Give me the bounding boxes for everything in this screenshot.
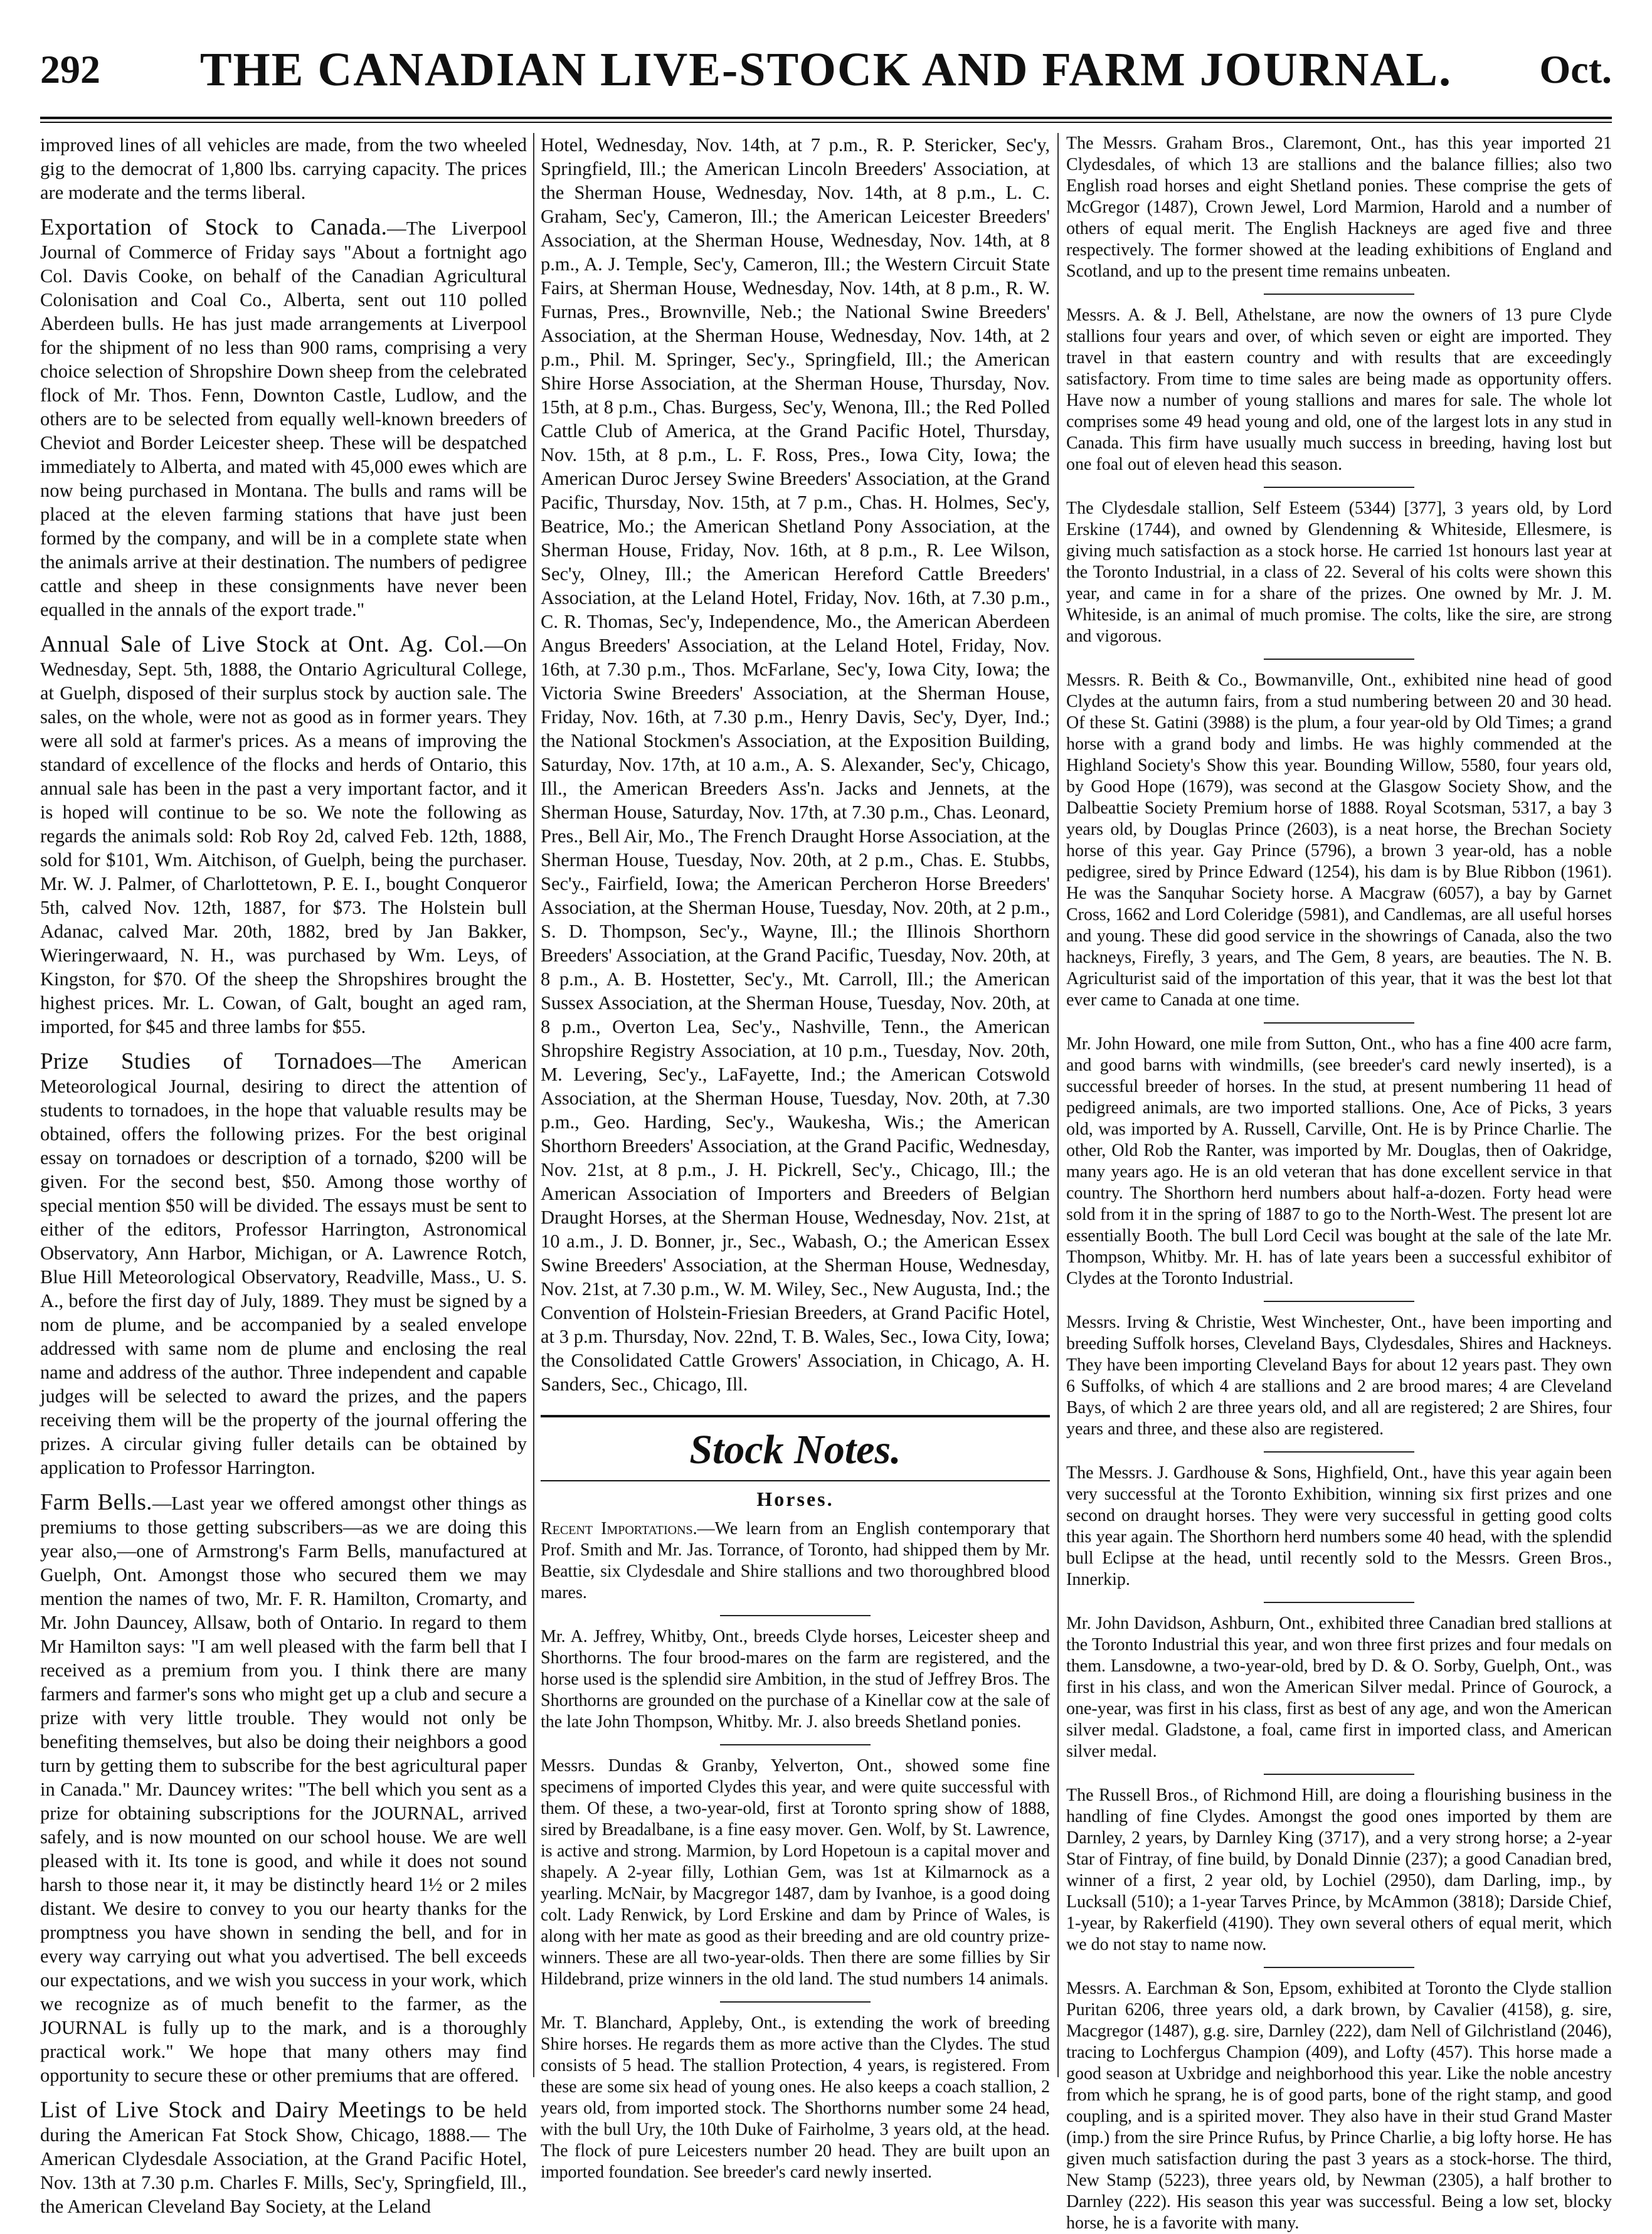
text-list-meetings: held during the American Fat Stock Show, Chicago, 1888.— The American Clydesdale Association, at the Grand Pacific Hotel, Nov. 13th at 7.30 p.m. Charles F. Mills, Sec'y, Springfield, Ill., the American Cleveland Bay Society, at the Leland — [40, 2100, 527, 2217]
heading-annual-sale: Annual Sale of Live Stock at Ont. Ag. Col. — [40, 632, 485, 657]
page-number: 292 — [40, 47, 100, 92]
note-divider — [1264, 294, 1414, 295]
note-divider — [1264, 487, 1414, 488]
heading-prize-studies: Prize Studies of Tornadoes — [40, 1049, 373, 1074]
article-exportation — [40, 216, 527, 622]
note-divider — [1264, 1967, 1414, 1968]
intro-paragraph: improved lines of all vehicles are made, from the two wheeled gig to the democrat of 1,800 lbs. carrying capacity. The prices are moderate and the terms liberal. — [40, 134, 527, 203]
heading-list-meetings: List of Live Stock and Dairy Meetings to be — [40, 2097, 486, 2123]
note-divider — [1264, 1451, 1414, 1453]
note-divider — [720, 2001, 871, 2003]
stock-notes-banner — [541, 1415, 1050, 1481]
column-rule-2 — [1057, 133, 1059, 2077]
article-farm-bells — [40, 1491, 527, 2087]
text-farm-bells: —Last year we offered amongst other things as premiums to those getting subscribers—as we are doing this year also,—one of Armstrong's Farm Bells, manufactured at Guelph, Ont. Amongst those who secured them we may mention the names of two, Mr. F. R. Hamilton, Cromarty, and Mr. John Dauncey, Allsaw, both of Ontario. In regard to them Mr Hamilton says: "I am well pleased with the farm bell that I received as a premium from you. I think there are many farmers and farmer's sons who might get up a club and secure a prize with very little trouble. They would not only be benefiting themselves, but also be doing their neighbors a good turn by getting them to subscribe for the best agricultural paper in Canada." Mr. Dauncey writes: "The bell which you sent as a prize for obtaining subscriptions for the JOURNAL, arrived safely, and is now mounted on our school house. We are well pleased with it. Its tone is good, and while it does not sound harsh to those near it, it may be distinctly heard 1½ or 2 miles distant. We desire to convey to you our hearty thanks for the promptness you have shown in sending the bell, and for in every way carrying out what you advertised. The bell exceeds our expectations, and we wish you success in your work, which we recognize as of much benefit to the farmer, as the JOURNAL is fully up to the mark, and is a thoroughly practical work." We hope that many others may find opportunity to secure these or other premiums that are offered. — [40, 1493, 527, 2086]
note-blanchard: Mr. T. Blanchard, Appleby, Ont., is extending the work of breeding Shire horses. He regards them as more active than the Clydes. The stud consists of 5 head. The stallion Protection, 4 years, is registered. From these are some six head of young ones. He also keeps a coach stallion, 2 years old, from imported stock. The Shorthorns number some 24 head, with the bull Ury, the 10th Duke of Fairholme, 3 years old, at the head. The flock of pure Leicesters number 20 head. They are built upon an imported foundation. See breeder's card newly inserted. — [541, 2013, 1050, 2182]
note-divider — [1264, 1301, 1414, 1302]
note-russell-bros: The Russell Bros., of Richmond Hill, are doing a flourishing business in the handling of fine Clydes. Amongst the good ones imported by them are Darnley, 2 years, by Darnley King (3717), and a very strong horse; a 2-year Star of Fintray, of fine build, by Donald Dinnie (237); a good Canadian bred, winner of a first, 2 year old, by Lochiel (2950), dam Darling, imp., by Lucksall (510); a 1-year Tarves Prince, by McAmmon (3818); Darside Chief, 1-year, by Rakerfield (4190). They own several others of equal merit, which we do not stay to name now. — [1066, 1786, 1612, 1954]
header-rule — [40, 117, 1612, 119]
text-annual-sale: —On Wednesday, Sept. 5th, 1888, the Ontario Agricultural College, at Guelph, disposed of their surplus stock by auction sale. The sales, on the whole, were not as good as in former years. They were all sold at farmer's prices. As a means of improving the standard of excellence of the flocks and herds of Ontario, this annual sale has been in the past a very important factor, and it is hoped will continue to be so. We note the following as regards the animals sold: Rob Roy 2d, calved Feb. 12th, 1888, sold for $101, Wm. Aitchison, of Guelph, being the purchaser. Mr. W. J. Palmer, of Charlottetown, P. E. I., bought Conqueror 5th, calved Nov. 12th, 1887, for $73. The Holstein bull Adanac, calved Mar. 20th, 1882, bred by Jan Bakker, Wieringerwaard, N. H., was purchased by Wm. Leys, of Kingston, for $70. Of the sheep the Shropshires brought the highest prices. Mr. L. Cowan, of Galt, bought an aged ram, imported, for $45 and three lambs for $55. — [40, 635, 527, 1037]
note-irving-christie: Messrs. Irving & Christie, West Winchester, Ont., have been importing and breeding Suffolk horses, Cleveland Bays, Clydesdales, Shires and Hackneys. They have been importing Cleveland Bays for about 12 years past. They own 6 Suffolks, of which 4 are stallions and 2 are brood mares; 4 are Cleveland Bays, of which 2 are three years old, and all are registered; 2 are Shires, four years and three, and these also are registered. — [1066, 1313, 1612, 1439]
note-self-esteem: The Clydesdale stallion, Self Esteem (5344) [377], 3 years old, by Lord Erskine (1744), and owned by Glendenning & Whiteside, Ellesmere, is giving much satisfaction as a stock horse. He carried 1st honours last year at the Toronto Industrial, in a class of 22. Several of his colts were shown this year, and came in for a share of the prizes. One owned by Mr. J. M. Whiteside, is an animal of much promise. The colts, like the sire, are strong and vigorous. — [1066, 499, 1612, 646]
column-3 — [1066, 133, 1612, 2233]
text-recent-importations: —We learn from an English contemporary that Prof. Smith and Mr. Jas. Torrance, of Toronto, had shipped them by Mr. Beattie, six Clydesdale and Shire stallions and two thoroughbred blood mares. — [541, 1519, 1050, 1602]
note-recent-importations — [541, 1518, 1050, 1604]
section-title-stock-notes: Stock Notes. — [689, 1427, 901, 1473]
note-graham-bros: The Messrs. Graham Bros., Claremont, Ont., has this year imported 21 Clydesdales, of which 13 are stallions and the balance fillies; also two English road horses and eight Shetland ponies. These comprise the gets of McGregor (1487), Crown Jewel, Lord Marmion, Harold and a number of others of equal merit. The English Hackneys are aged five and three respectively. The former showed at the leading exhibitions of England and Scotland, and up to the present time remains unbeaten. — [1066, 134, 1612, 281]
note-divider — [720, 1615, 871, 1616]
heading-farm-bells: Farm Bells. — [40, 1490, 152, 1515]
masthead — [40, 40, 1612, 109]
note-divider — [1264, 659, 1414, 660]
article-annual-sale — [40, 633, 527, 1039]
note-divider — [1264, 1022, 1414, 1024]
label-recent-importations: Recent Importations. — [541, 1519, 697, 1538]
column-1 — [40, 133, 527, 2217]
article-prize-studies — [40, 1050, 527, 1480]
issue-month: Oct. — [1539, 47, 1612, 92]
text-prize-studies: —The American Meteorological Journal, desiring to direct the attention of students to tornadoes, in the hope that valuable results may be obtained, offers the following prizes. For the best original essay on tornadoes or description of a tornado, $200 will be given. For the second best, $50. Among those worthy of special mention $50 will be divided. The essays must be sent to either of the editors, Professor Harrington, Astronomical Observatory, Ann Harbor, Michigan, or A. Lawrence Rotch, Blue Hill Meteorological Observatory, Readville, Mass., U. S. A., before the first day of July, 1889. They must be signed by a nom de plume, and be accompanied by a sealed envelope addressed with same nom de plume and enclosing the real name and address of the author. Three independent and capable judges will be selected to award the prizes, and the papers receiving them will be the property of the journal offering the prizes. A circular giving fuller details can be obtained by application to Professor Harrington. — [40, 1052, 527, 1478]
text-exportation: —The Liverpool Journal of Commerce of Friday says "About a fortnight ago Col. Davis Cooke, on behalf of the Canadian Agricultural Colonisation and Coal Co., Alberta, sent out 110 polled Aberdeen bulls. He has just made arrangements at Liverpool for the shipment of no less than 900 rams, comprising a very choice selection of Shropshire Down sheep from the celebrated flock of Mr. Thos. Fenn, Downton Castle, Ludlow, and the others are to be selected from equally well-known breeders of Cheviot and Border Leicester sheep. These will be despatched immediately to Alberta, and mated with 45,000 ewes which are now being purchased in Montana. The bulls and rams will be placed at the eleven farming stations that have just been formed by the company, and will be in a complete state when the animals arrive at their destination. The numbers of pedigree cattle and sheep in these consignments have never been equalled in the annals of the export trade." — [40, 218, 527, 620]
header-rule-thin — [40, 122, 1612, 123]
note-divider — [720, 1744, 871, 1745]
note-earchman: Messrs. A. Earchman & Son, Epsom, exhibited at Toronto the Clyde stallion Puritan 6206, three years old, a dark brown, by Cavalier (4158), g. sire, Macgregor (1487), g.g. sire, Darnley (222), dam Nell of Gilchristland (2046), tracing to Lochfergus Champion (409), and Lofty (457). This horse made a good season at Uxbridge and neighborhood this year. Like the noble ancestry from which he sprang, he is of good parts, bone of the right stamp, and good coupling, and is a spirited mover. They also have in their stud Grand Master (imp.) from the sire Prince Rufus, by Prince Charlie, a big lofty horse. He has given much satisfaction during the past 3 years as a stock-horse. The third, New Stamp (5223), three years old, by Newman (2305), a half brother to Darnley (222). His season this year was successful. Being a low set, blocky horse, he is a favorite with many. — [1066, 1979, 1612, 2233]
note-divider — [1264, 1774, 1414, 1775]
note-gardhouse: The Messrs. J. Gardhouse & Sons, Highfield, Ont., have this year again been very successful at the Toronto Exhibition, winning six first prizes and one second on draught horses. They were very successful in getting good colts this year again. The Shorthorn herd numbers some 40 head, with the splendid bull Eclipse at the head, until recently sold to the Messrs. Green Bros., Innerkip. — [1066, 1463, 1612, 1589]
column-rule-1 — [533, 133, 534, 2077]
column-2 — [541, 133, 1050, 2182]
heading-exportation: Exportation of Stock to Canada. — [40, 214, 388, 240]
article-list-meetings — [40, 2099, 527, 2218]
subhead-horses: Horses. — [756, 1488, 834, 1510]
note-jeffrey: Mr. A. Jeffrey, Whitby, Ont., breeds Clyde horses, Leicester sheep and Shorthorns. The four brood-mares on the farm are registered, and the horse used is the splendid sire Ambition, in the stud of Jeffrey Bros. The Shorthorns are grounded on the purchase of a Kinellar cow at the sale of the late John Thompson, Whitby. Mr. J. also breeds Shetland ponies. — [541, 1627, 1050, 1732]
meetings-continued: Hotel, Wednesday, Nov. 14th, at 7 p.m., R. P. Stericker, Sec'y, Springfield, Ill.; the American Lincoln Breeders' Association, at the Sherman House, Wednesday, Nov. 14th, at 8 p.m., L. C. Graham, Sec'y, Cameron, Ill.; the American Leicester Breeders' Association, at the Sherman House, Wednesday, Nov. 14th, at 8 p.m., A. J. Temple, Sec'y, Cameron, Ill.; the Western Circuit State Fairs, at Sherman House, Wednesday, Nov. 14th, at 8 p.m., R. W. Furnas, Pres., Brownville, Neb.; the National Swine Breeders' Association, at the Sherman House, Wednesday, Nov. 14th, at 2 p.m., Phil. M. Springer, Sec'y., Springfield, Ill.; the American Shire Horse Association, at the Sherman House, Thursday, Nov. 15th, at 8 p.m., Chas. Burgess, Sec'y, Wenona, Ill.; the Red Polled Cattle Club of America, at the Grand Pacific Hotel, Thursday, Nov. 15th, at 8 p.m., L. F. Ross, Pres., Iowa City, Iowa; the American Duroc Jersey Swine Breeders' Association, at the Grand Pacific, Thursday, Nov. 15th, at 7 p.m., Chas. H. Holmes, Sec'y, Beatrice, Mo.; the American Shetland Pony Association, at the Sherman House, Friday, Nov. 16th, at 8 p.m., R. Lee Wilson, Sec'y, Olney, Ill.; the American Hereford Cattle Breeders' Association, at the Leland Hotel, Friday, Nov. 16th, at 7.30 p.m., C. R. Thomas, Sec'y, Independence, Mo., the American Aberdeen Angus Breeders' Association, at the Leland Hotel, Friday, Nov. 16th, at 7.30 p.m., Thos. McFarlane, Sec'y, Iowa City, Iowa; the Victoria Swine Breeders' Association, at the Sherman House, Friday, Nov. 16th, at 7.30 p.m., Henry Davis, Sec'y, Dyer, Ind.; the National Stockmen's Association, at the Exposition Building, Saturday, Nov. 17th, at 10 a.m., A. S. Alexander, Sec'y, Chicago, Ill., the American Breeders Ass'n. Jacks and Jennets, at the Sherman House, Saturday, Nov. 17th, at 7.30 p.m., Chas. Leonard, Pres., Bell Air, Mo., The French Draught Horse Association, at the Sherman House, Tuesday, Nov. 20th, at 2 p.m., Chas. E. Stubbs, Sec'y., Fairfield, Iowa; the American Percheron Horse Breeders' Association, at the Sherman House, Tuesday, Nov. 20th, at 2 p.m., S. D. Thompson, Sec'y., Wayne, Ill.; the Illinois Shorthorn Breeders' Association, at the Grand Pacific, Tuesday, Nov. 20th, at 8 p.m., A. B. Hostetter, Sec'y., Mt. Carroll, Ill.; the American Sussex Association, at the Sherman House, Tuesday, Nov. 20th, at 8 p.m., Overton Lea, Sec'y., Nashville, Tenn., the American Shropshire Registry Association, at 10 p.m., Tuesday, Nov. 20th, M. Levering, Sec'y., LaFayette, Ind.; the American Cotswold Association, at the Sherman House, Tuesday, Nov. 20th, at 7.30 p.m., Geo. Harding, Sec'y., Waukesha, Wis.; the American Shorthorn Breeders' Association, at the Grand Pacific, Wednesday, Nov. 21st, at 8 p.m., J. H. Pickrell, Sec'y., Chicago, Ill.; the American Association of Importers and Breeders of Belgian Draught Horses, at the Sherman House, Wednesday, Nov. 21st, at 10 a.m., J. D. Bonner, jr., Sec., Wabash, O.; the American Essex Swine Breeders' Association, at the Sherman House, Wednesday, Nov. 21st, at 7.30 p.m., W. M. Wiley, Sec., New Augusta, Ind.; the Convention of Holstein-Friesian Breeders, at Grand Pacific Hotel, at 3 p.m. Thursday, Nov. 22nd, T. B. Wales, Sec., Iowa City, Iowa; the Consolidated Cattle Growers' Association, in Chicago, A. H. Sanders, Sec., Chicago, Ill. — [541, 134, 1050, 1395]
note-beith: Messrs. R. Beith & Co., Bowmanville, Ont., exhibited nine head of good Clydes at the autumn fairs, from a stud numbering between 20 and 30 head. Of these St. Gatini (3988) is the plum, a four year-old by Old Times; a grand horse with a grand body and limbs. He was highly commended at the Highland Society's Show this year. Bounding Willow, 5580, four years old, by Good Hope (1679), was second at the Glasgow Society Show, and the Dalbeattie Society Premium horse of 1888. Royal Scotsman, 5317, a bay 3 years old, by Douglas Prince (2603), is a neat horse, the Brechan Society horse of this year. Gay Prince (5796), a brown 3 year-old, has a noble pedigree, sired by Prince Edward (1254), his dam is by Blue Ribbon (1961). He was the Sanquhar Society horse. A Macgraw (6057), a bay by Garnet Cross, 1662 and Lord Coleridge (5981), and Candlemas, are all useful horses and young. These did good service in the showrings of Canada, also the two hackneys, Firefly, 3 years, and The Gem, 8 years, are beauties. The N. B. Agriculturist said of the importation of this year, that it was the best lot that ever came to Canada at one time. — [1066, 670, 1612, 1010]
note-divider — [1264, 1602, 1414, 1603]
note-davidson: Mr. John Davidson, Ashburn, Ont., exhibited three Canadian bred stallions at the Toronto Industrial this year, and won three first prizes and four medals on them. Lansdowne, a two-year-old, bred by D. & O. Sorby, Guelph, Ont., was first in his class, and won the American Silver medal. Prince of Gourock, a one-year, was first in his class, first as best of any age, and won the American silver medal. Gladstone, a foal, came first in imported class, and American silver medal. — [1066, 1614, 1612, 1761]
note-dundas-granby: Messrs. Dundas & Granby, Yelverton, Ont., showed some fine specimens of imported Clydes this year, and were quite successful with them. Of these, a two-year-old, first at Toronto spring show of 1888, sired by Breadalbane, is a fine easy mover. Gen. Wolf, by St. Lawrence, is active and strong. Marmion, by Lord Hopetoun is a capital mover and shapely. A 2-year filly, Lothian Gem, was 1st at Kilmarnock as a yearling. McNair, by Macgregor 1487, dam by Ivanhoe, is a good doing colt. Lady Renwick, by Lord Erskine and dam by Prince of Wales, is along with her mate as good as their breeding and are old country prize-winners. These are all two-year-olds. Then there are some fillies by Sir Hildebrand, prize winners in the old land. The stud numbers 14 animals. — [541, 1756, 1050, 1989]
note-howard: Mr. John Howard, one mile from Sutton, Ont., who has a fine 400 acre farm, and good barns with windmills, (see breeder's card newly inserted), is a successful breeder of horses. In the stud, at present numbering 11 head of pedigreed animals, are two imported stallions. One, Ace of Picks, 3 years old, was imported by A. Russell, Carville, Ont. He is by Prince Charlie. The other, Old Rob the Ranter, was imported by Mr. Douglas, then of Oakridge, many years ago. He is an old veteran that has done excellent service in that country. The Shorthorn herd numbers about half-a-dozen. Forty head were sold from it in the spring of 1887 to go to the North-West. The present lot are essentially Booth. The bull Lord Cecil was bought at the sale of the late Mr. Thompson, Whitby. Mr. H. has of late years been a successful exhibitor of Clydes at the Toronto Industrial. — [1066, 1034, 1612, 1288]
note-bell: Messrs. A. & J. Bell, Athelstane, are now the owners of 13 pure Clyde stallions four years and over, of which seven or eight are imported. They travel in that eastern country and with results that are exceedingly satisfactory. From time to time sales are being made as opportunity offers. Have now a number of young stallions and mares for sale. The whole lot comprises some 49 head young and old, one of the largest lots in any stud in Canada. This firm have usually much success in breeding, having lost but one foal out of eleven head this season. — [1066, 305, 1612, 474]
journal-title: THE CANADIAN LIVE-STOCK AND FARM JOURNAL. — [199, 43, 1453, 96]
